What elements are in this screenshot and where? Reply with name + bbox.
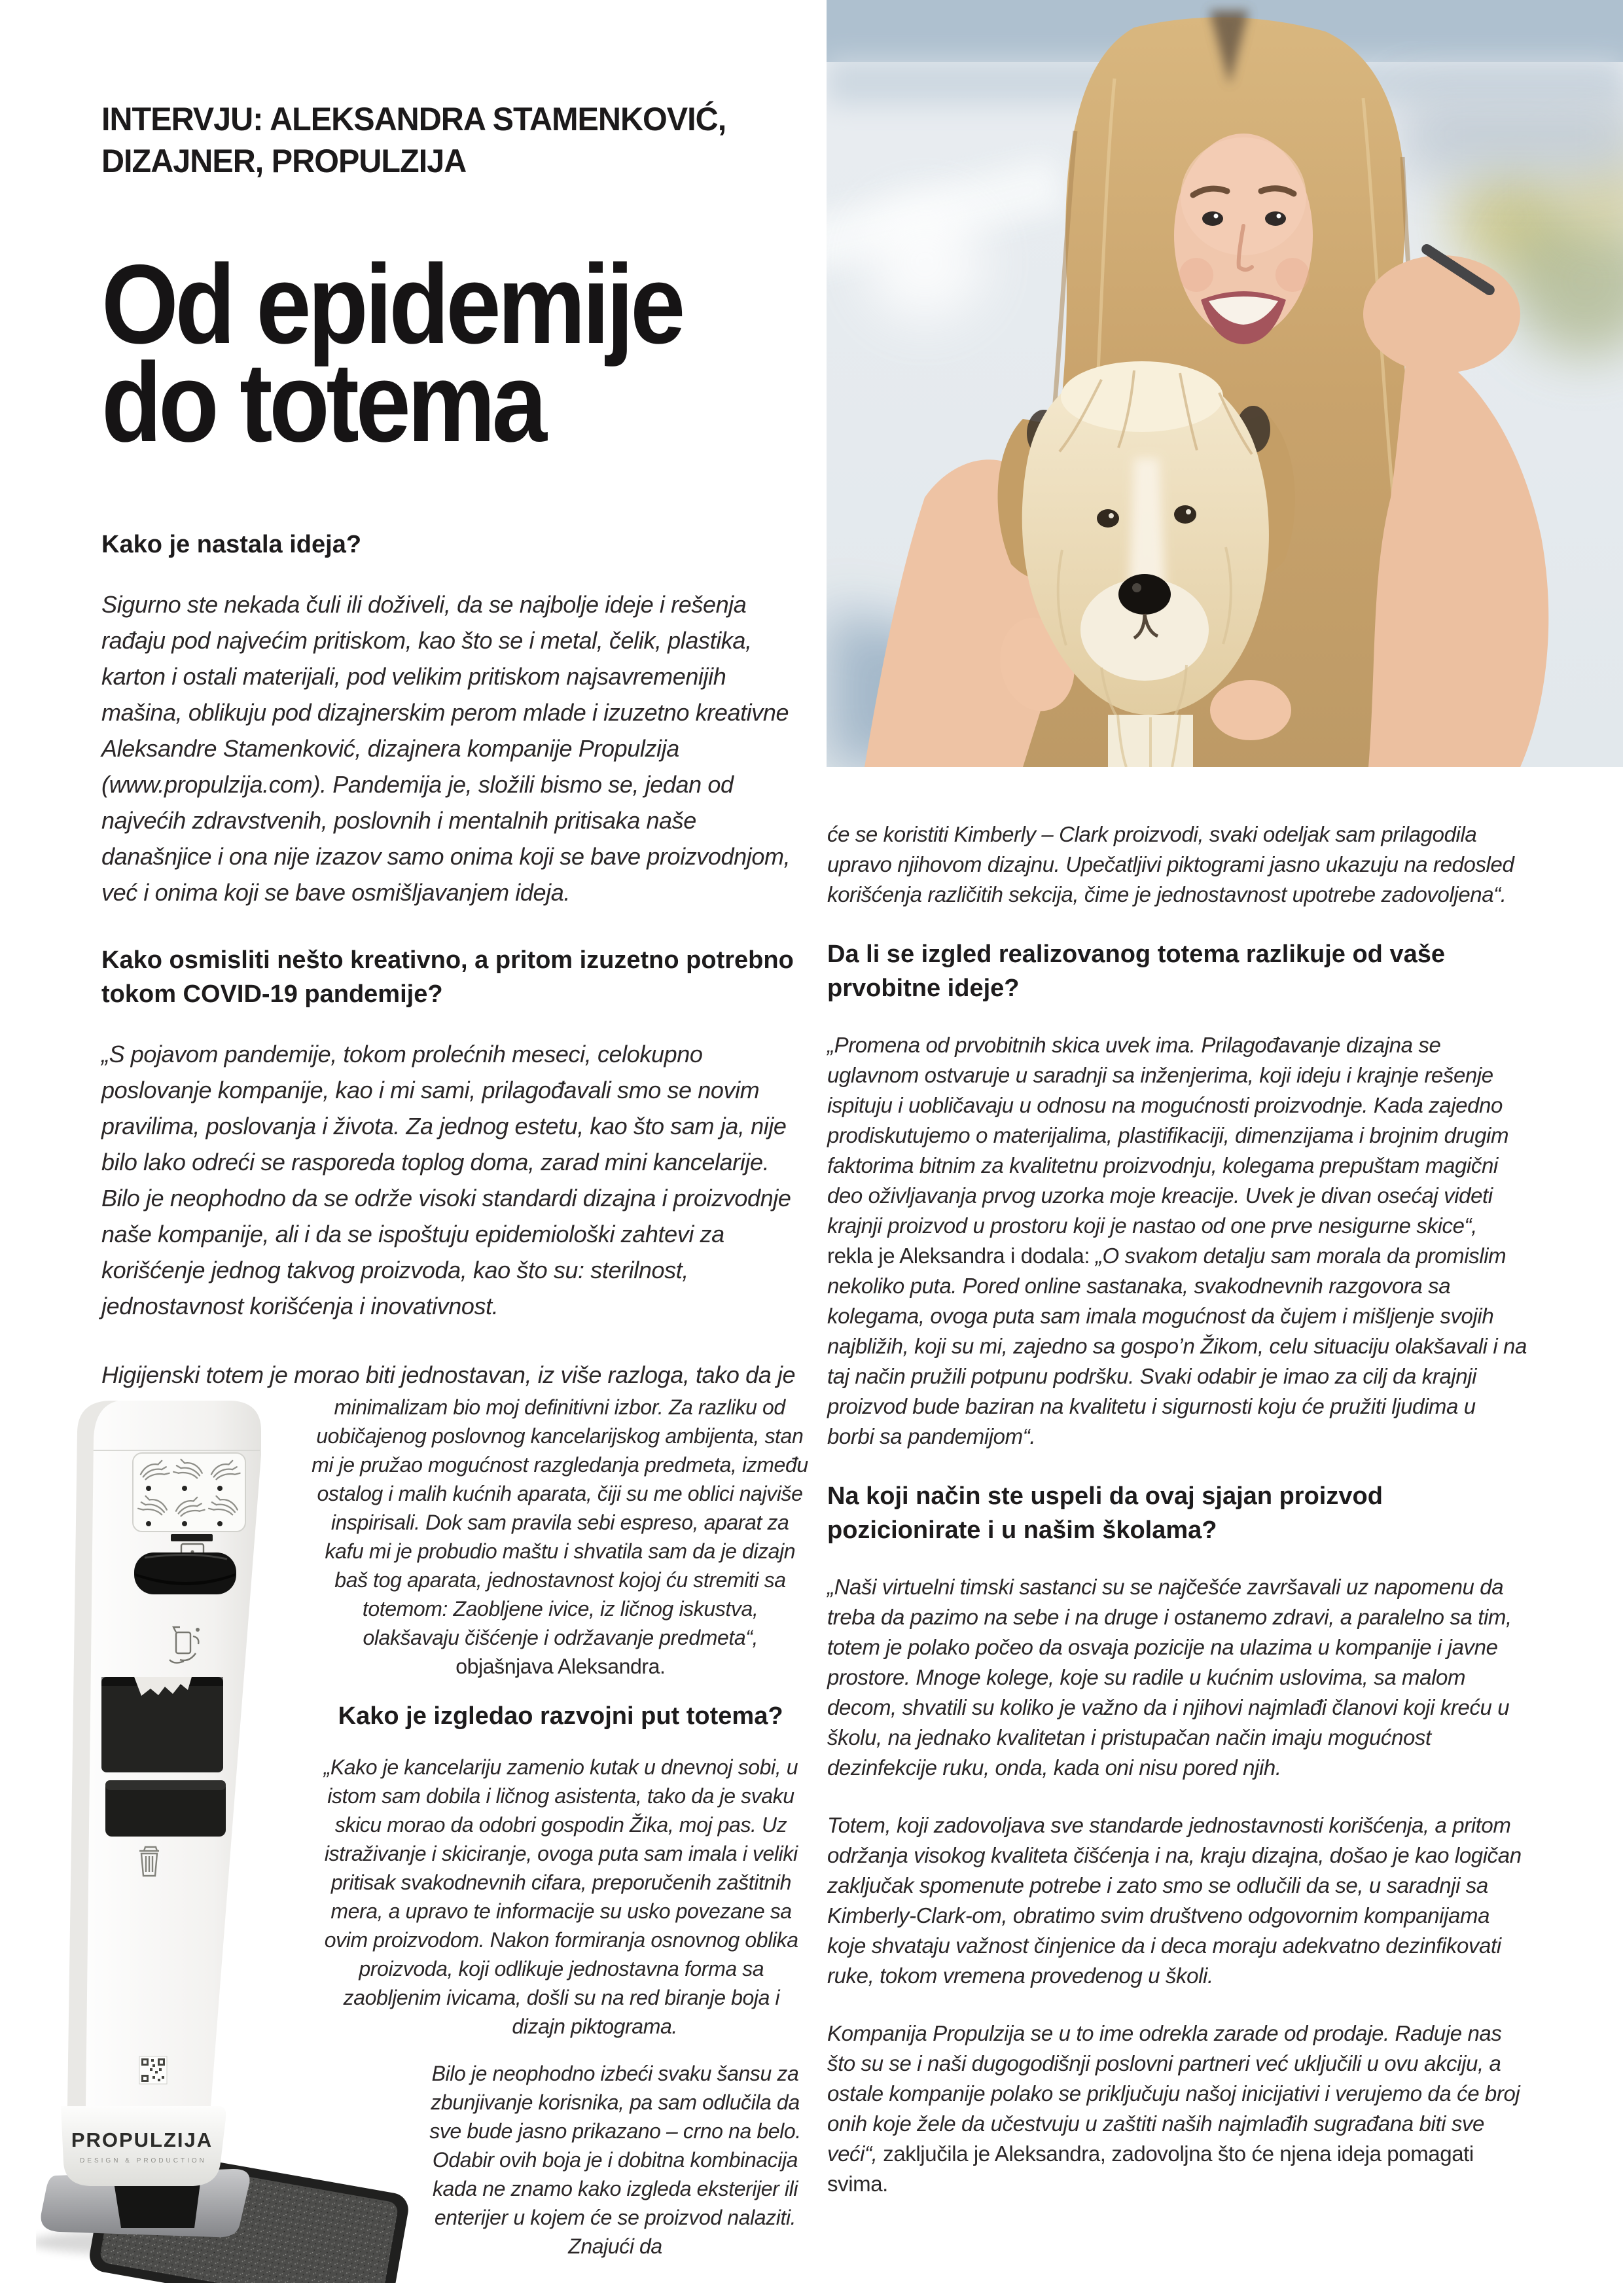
paragraph: „Kako je kancelariju zamenio kutak u dnevnoj sobi, u istom sam dobila i ličnog asistenta, tako da je svaku skicu morao da odobri gospodin Žika, moj pas. Uz istraživanje i skiciranje, ovoga puta sam imala i veliki pritisak svakodnevnih cifara, preporučenih zaštitnih mera, a upravo te informacije su usko povezane sa ovim proizvodom. Nakon formiranja osnovnog oblika proizvoda, koji odlikuje jednostavna forma sa zaobljenim ivicama, došli su na red biranje boja i dizajn piktograma.	[323, 1755, 798, 2038]
title-line-2: do totema	[101, 340, 544, 465]
interview-portrait-photo	[827, 0, 1623, 767]
question-heading-1: Kako je nastala ideja?	[101, 531, 362, 558]
paragraph: „Promena od prvobitnih skica uvek ima. Prilagođavanje dizajna se uglavnom ostvaruje u saradnji sa inženjerima, koji ideju i krajnje rešenje ispituju i uobličavaju u odnosu na mogućnosti proizvodnje. Kada zajedno prodiskutujemo o materijalima, plastifikaciji, dimenzijama i brojnim drugim faktorima bitnim za kvalitetnu proizvodnju, kolegama prepuštam magični deo oživljavanja prvog uzorka moje kreacije. Uvek je divan osećaj videti krajnji proizvod u prostoru koji je nastao od one prve nesigurne skice“, rekla je Aleksandra i dodala: „O svakom detalju sam morala da promislim nekoliko puta. Pored online sastanaka, svakodnevnih razgovora sa kolegama, ovoga puta sam imala mogućnost da čujem i mišljenje svojih najbližih, koji su mi, zajedno sa gospo’n Žikom, celu situaciju olakšavali i na taj način pružili potpunu podršku. Svaki odabir je imao za cilj da krajnji proizvod bude baziran na kvalitetu i sigurnosti koju će pružiti ljudima u borbi sa pandemijom“.	[827, 1033, 1527, 1448]
kicker-line-2: DIZAJNER, PROPULZIJA	[101, 143, 467, 179]
question-heading-4: Da li se izgled realizovanog totema razlikuje od vaše prvobitne ideje?	[827, 941, 1445, 1002]
title-line-1: Od epidemije	[101, 242, 683, 367]
question-heading-2: Kako osmisliti nešto kreativno, a pritom izuzetno potrebno tokom COVID-19 pandemije?	[101, 946, 794, 1008]
kicker-line-1: INTERVJU: ALEKSANDRA STAMENKOVIĆ,	[101, 101, 726, 137]
qr-code	[139, 2056, 167, 2084]
right-column	[827, 819, 1527, 2227]
woman-with-dog-illustration	[827, 0, 1623, 767]
totem-brand-label: PROPULZIJA	[71, 2128, 213, 2151]
question-heading-5: Na koji način ste uspeli da ovaj sjajan proizvod pozicionirate i u našim školama?	[827, 1482, 1383, 1544]
paragraph: Sigurno ste nekada čuli ili doživeli, da se najbolje ideje i rešenja rađaju pod najvećim pritiskom, kao što se i metal, čelik, plastika, karton i ostali materijali, pod velikim pritiskom najsavremenijih mašina, oblikuju pod dizajnerskim perom mlade i izuzetno kreativne Aleksandre Stamenković, dizajnera kompanije Propulzija (www.propulzija.com). Pandemija je, složili bismo se, jedan od najvećih zdravstvenih, poslovnih i mentalnih pritisaka naše današnjice i ona nije izazov samo onima koji se bave proizvodnjom, već i onima koji se bave osmišljavanjem ideja.	[101, 591, 791, 906]
article-title	[101, 242, 808, 465]
trash-bin-pictogram	[139, 1847, 159, 1876]
paragraph: Totem, koji zadovoljava sve standarde jednostavnosti korišćenja, a pritom održanja visokog kvaliteta čišćenja i na, kraju dizajna, došao je kao logičan zaključak spomenute potrebe i zato smo se odlučili da se, u saradnji sa Kimberly-Clark-om, obratimo svim društveno odgovornim kompanijama koje shvataju važnost činjenice da i deca moraju adekvatno dezinfikovati ruke, tokom vremena provedenog u školi.	[827, 1813, 1522, 1988]
paper-towel-cavity	[101, 1677, 223, 1772]
left-column	[71, 98, 808, 2279]
dispensing-opening	[134, 1552, 236, 1594]
hand-washing-pictograms	[133, 1453, 245, 1532]
paragraph: minimalizam bio moj definitivni izbor. Za razliku od uobičajenog poslovnog kancelarijskog ambijenta, stan mi je pružao mogućnost razgledanja predmeta, između ostalog i malih kućnih aparata, čiji su me oblici najviše inspirisali. Dok sam pravila sebi espreso, aparat za kafu mi je probudio maštu i shvatila sam da je dizajn baš tog aparata, jednostavnost kojoj ću stremiti sa totemom: Zaobljene ivice, iz ličnog iskustva, olakšavaju čišćenje i održavanje predmeta“, objašnjava Aleksandra.	[312, 1395, 808, 1678]
question-heading-3: Kako je izgledao razvojni put totema?	[338, 1702, 783, 1730]
paragraph: „S pojavom pandemije, tokom prolećnih meseci, celokupno poslovanje kompanije, kao i mi sami, prilagođavali smo se novim pravilima, poslovanja i života. Za jednog estetu, kao što sam ja, nije bilo lako odreći se rasporeda toplog doma, zarad mini kancelarije. Bilo je neophodno da se održe visoki standardi dizajna i proizvodnje naše kompanije, ali i da se ispoštuju epidemiološki zahtevi za korišćenje jednog takvog proizvoda, kao što su: sterilnost, jednostavnost korišćenja i inovativnost.	[101, 1041, 791, 1319]
paragraph: Kompanija Propulzija se u to ime odrekla zarade od prodaje. Raduje nas što su se i naši dugogodišnji poslovni partneri već uključili u ovu akciju, a ostale kompanije polako se priključuju našoj inicijativi i verujemo da će broj onih koje žele da učestvuju u zaštiti naših najmlađih sugrađana biti sve veći“, zaključila je Aleksandra, zadovoljna što će njena ideja pomagati svima.	[827, 2021, 1520, 2196]
paragraph: će se koristiti Kimberly – Clark proizvodi, svaki odeljak sam prilagodila upravo njihovom dizajnu. Upečatljivi piktogrami jasno ukazuju na redosled korišćenja različitih sekcija, čime je jednostavnost upotrebe zadovoljena“.	[827, 822, 1514, 906]
article-kicker	[101, 98, 808, 182]
totem-brand-subtitle: DESIGN & PRODUCTION	[80, 2157, 207, 2164]
paragraph: Higijenski totem je morao biti jednostavan, iz više razloga, tako da je	[101, 1361, 796, 1388]
paragraph: Bilo je neophodno izbeći svaku šansu za zbunjivanje korisnika, pa sam odlučila da sve bude jasno prikazano – crno na belo. Odabir ovih boja je i dobitna kombinacija kada ne znamo kako izgleda eksterijer ili enterijer u kojem će se proizvod nalaziti. Znajući da	[429, 2062, 801, 2258]
paragraph: „Naši virtuelni timski sastanci su se najčešće završavali uz napomenu da treba da pazimo na sebe i na druge i ostanemo zdravi, a paralelno sa tim, totem je polako počeo da osvaja pozicije na ulazima u kompanije i javne prostore. Mnoge kolege, koje su radile u kućnim uslovima, sa malom decom, shvatili su koliko je važno da i njihovi najmlađi članovi koji kreću u školu, na jednako kvalitetan i pristupačan način imaju mogućnost dezinfekcije ruku, onda, kada oni nisu pored njih.	[827, 1575, 1512, 1780]
waste-drawer	[105, 1780, 226, 1837]
